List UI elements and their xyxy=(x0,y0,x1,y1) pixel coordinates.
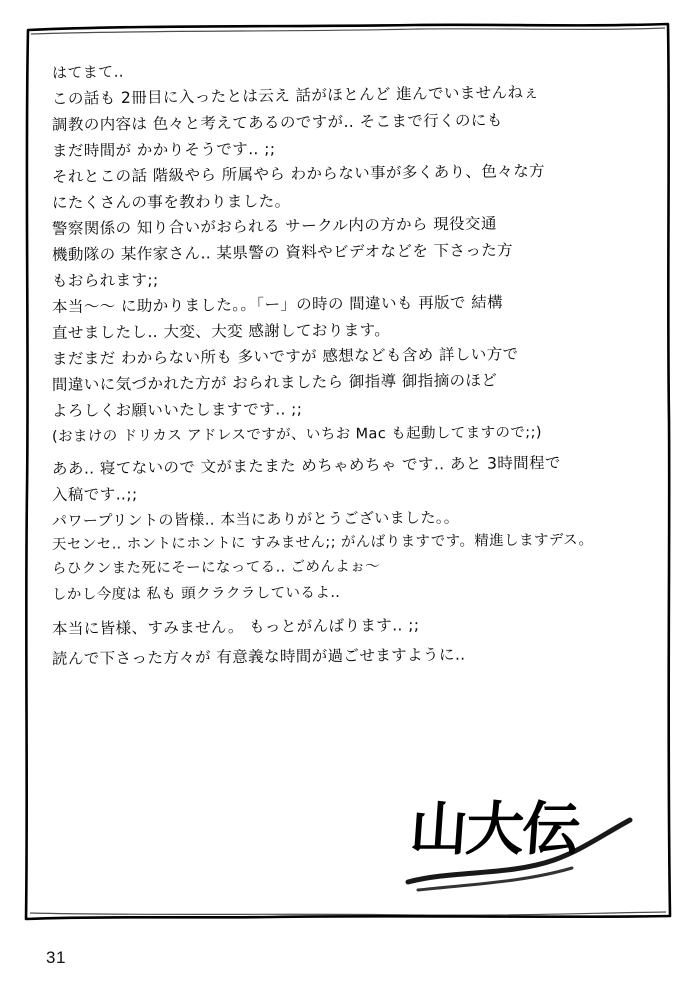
hw-line: よろしくお願いいたしますです‥ ;; xyxy=(51,400,303,420)
hw-line: 警察関係の 知り合いがおられる サークル内の方から 現役交通 xyxy=(51,214,497,238)
signature-name: 山大伝 xyxy=(407,795,581,863)
hw-line: もおられます;; xyxy=(51,271,159,290)
hw-line: パワープリントの皆様‥ 本当にありがとうございました。。 xyxy=(51,508,460,530)
brush-signature xyxy=(404,790,636,898)
hw-line: それとこの話 階級やら 所属やら わからない事が多くあり、色々な方 xyxy=(51,161,546,186)
hw-line: まだまだ わからない所も 多いですが 感想なども含め 詳しい方で xyxy=(51,345,519,368)
hw-line: 本当〜〜 に助かりました。。「ー」の時の 間違いも 再版で 結構 xyxy=(51,293,504,316)
hw-line: ああ‥ 寝てないので 文がまたまた めちゃめちゃ です‥ あと 3時間程で xyxy=(51,453,561,478)
handwritten-afterword-text xyxy=(51,62,624,716)
hw-line: しかし今度は 私も 頭クラクラしているよ‥ xyxy=(51,584,341,603)
hw-line: 読んで下さった方々が 有意義な時間が過ごせますように‥ xyxy=(51,645,466,668)
hw-line: 天センセ‥ ホントにホントに すみません;; がんばりますです。精進しますデス。 xyxy=(51,532,594,553)
hw-line: 間違いに気づかれた方が おられましたら 御指導 御指摘のほど xyxy=(51,371,498,394)
hw-line: 本当に皆様、すみません。 もっとがんばります‥ ;; xyxy=(51,616,420,638)
hw-line: 入稿です‥;; xyxy=(51,485,138,504)
hw-line: (おまけの ドリカス アドレスですが、いちお Mac も起動してますので;;) xyxy=(51,424,542,445)
hw-line: この話も 2冊目に入ったとは云え 話がほとんど 進んでいませんねぇ xyxy=(51,83,540,108)
page-number: 31 xyxy=(46,948,66,967)
hw-line: 直せましたし‥ 大変、大変 感謝しております。 xyxy=(51,321,391,342)
hw-line: 調教の内容は 色々と考えてあるのですが‥ そこまで行くのにも xyxy=(51,111,503,134)
hw-line: にたくさんの事を教わりました。 xyxy=(51,192,291,212)
hw-line: まだ時間が かかりそうです‥ ;; xyxy=(51,140,276,160)
hw-line: はてまて‥ xyxy=(51,62,125,82)
hw-line: 機動隊の 某作家さん‥ 某県警の 資料やビデオなどを 下さった方 xyxy=(51,241,514,264)
hw-line: らひクンまた死にそーになってる‥ ごめんよぉ〜 xyxy=(51,558,381,577)
